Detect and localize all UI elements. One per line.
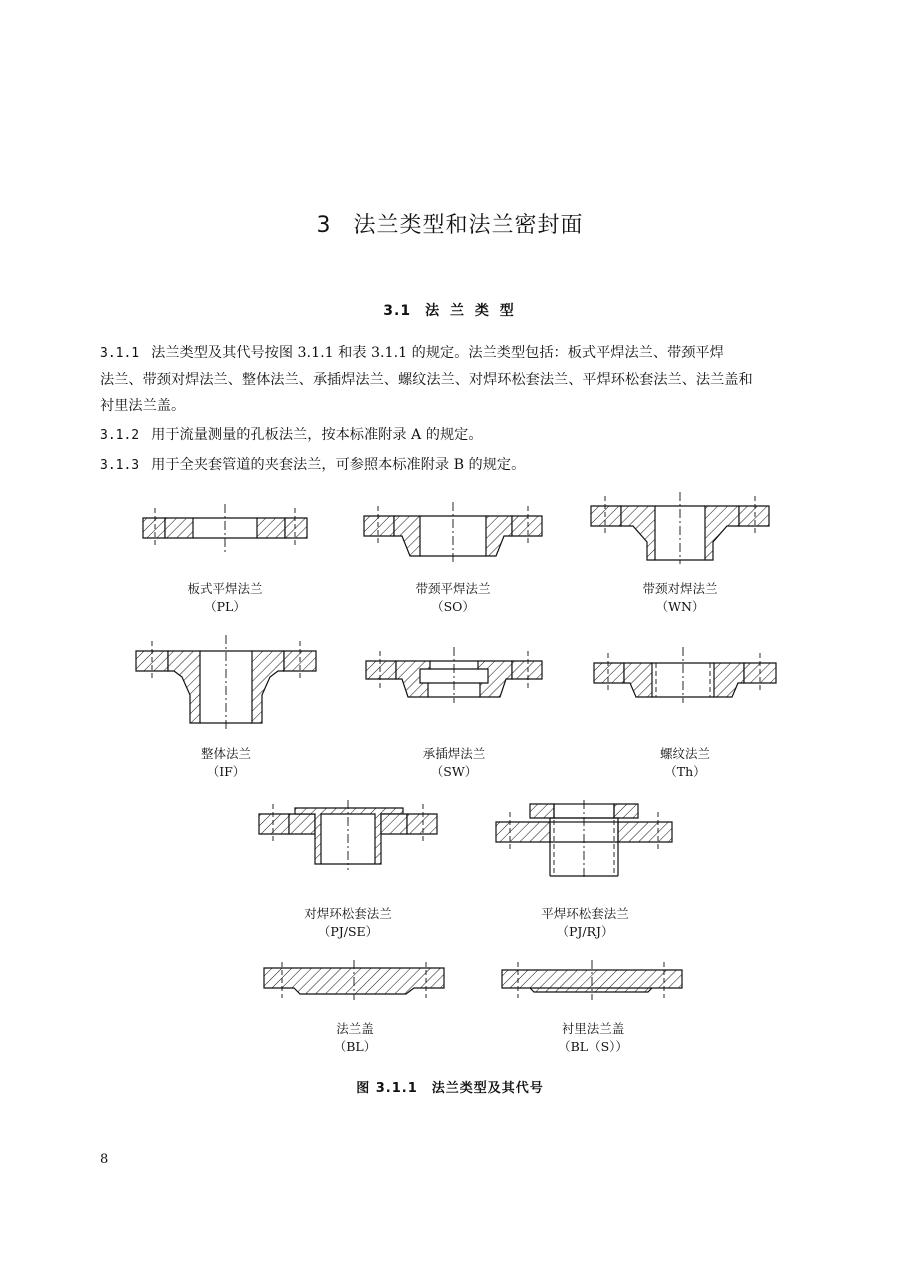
- figure-name: 整体法兰: [200, 746, 251, 761]
- figure-name: 衬里法兰盖: [561, 1021, 625, 1036]
- chapter-heading: 法兰类型和法兰密封面: [353, 213, 584, 238]
- figure-name: 承插焊法兰: [422, 746, 486, 761]
- drawing-wn-flange: [585, 490, 775, 565]
- figure-code: （BL）: [333, 1039, 377, 1054]
- clause-line: 法兰、带颈对焊法兰、整体法兰、承插焊法兰、螺纹法兰、对焊环松套法兰、平焊环松套法兰、法兰盖和: [100, 372, 753, 388]
- figure-name: 带颈平焊法兰: [415, 581, 491, 596]
- clause-line: 用于全夹套管道的夹套法兰，可参照本标准附录 B 的规定。: [151, 457, 526, 473]
- figure-label-pj-rj: [492, 905, 678, 941]
- drawing-bl-s-flange: [498, 960, 688, 1000]
- figure-name: 平焊环松套法兰: [541, 906, 629, 921]
- chapter-number: 3: [316, 213, 332, 238]
- clause-number: 3.1.1: [100, 346, 140, 361]
- clause-line: 法兰类型及其代号按图 3.1.1 和表 3.1.1 的规定。法兰类型包括：板式平焊法兰、带颈平焊: [151, 345, 724, 361]
- section-title: [0, 300, 900, 320]
- figure-name: 对焊环松套法兰: [304, 906, 392, 921]
- figure-label-bl-s: [498, 1020, 688, 1056]
- figure-label-pj-se: [255, 905, 441, 941]
- figure-code: （WN）: [655, 599, 705, 614]
- drawing-pl-flange: [135, 500, 315, 560]
- clause-line: 衬里法兰盖。: [100, 398, 186, 414]
- figure-label-if: [132, 745, 320, 781]
- section-heading: 法 兰 类 型: [425, 303, 517, 319]
- figure-label-so: [358, 580, 548, 616]
- figure-name: 带颈对焊法兰: [642, 581, 718, 596]
- drawing-sw-flange: [362, 645, 546, 705]
- figure-name: 板式平焊法兰: [187, 581, 263, 596]
- figure-name: 法兰盖: [336, 1021, 374, 1036]
- drawing-if-flange: [132, 633, 320, 733]
- drawing-bl-flange: [260, 960, 450, 1000]
- page-number: 8: [100, 1152, 109, 1167]
- figure-name: 螺纹法兰: [659, 746, 710, 761]
- figure-code: （SO）: [431, 599, 475, 614]
- clause-line: 用于流量测量的孔板法兰，按本标准附录 A 的规定。: [151, 427, 483, 443]
- figure-label-sw: [362, 745, 546, 781]
- figure-label-bl: [260, 1020, 450, 1056]
- figure-code: （PL）: [204, 599, 246, 614]
- figure-label-wn: [585, 580, 775, 616]
- drawing-pj-rj-flange: [492, 800, 678, 880]
- figure-caption: [0, 1077, 900, 1096]
- figure-caption-number: 图 3.1.1: [356, 1081, 418, 1096]
- clause-3-1-2: [100, 422, 810, 449]
- clause-3-1-1: [100, 340, 810, 419]
- clause-3-1-3: [100, 452, 810, 479]
- clause-number: 3.1.3: [100, 458, 140, 473]
- drawing-so-flange: [358, 498, 548, 568]
- figure-label-th: [590, 745, 780, 781]
- figure-caption-title: 法兰类型及其代号: [431, 1081, 544, 1096]
- clause-number: 3.1.2: [100, 428, 140, 443]
- figure-code: （PJ/RJ）: [556, 924, 614, 939]
- drawing-th-flange: [590, 645, 780, 705]
- figure-label-pl: [135, 580, 315, 616]
- section-number: 3.1: [383, 303, 412, 319]
- drawing-pj-se-flange: [255, 800, 441, 872]
- figure-code: （Th）: [664, 764, 706, 779]
- chapter-title: [0, 208, 900, 239]
- figure-code: （BL（S））: [558, 1039, 628, 1054]
- figure-code: （SW）: [430, 764, 478, 779]
- figure-code: （IF）: [206, 764, 246, 779]
- figure-code: （PJ/SE）: [317, 924, 379, 939]
